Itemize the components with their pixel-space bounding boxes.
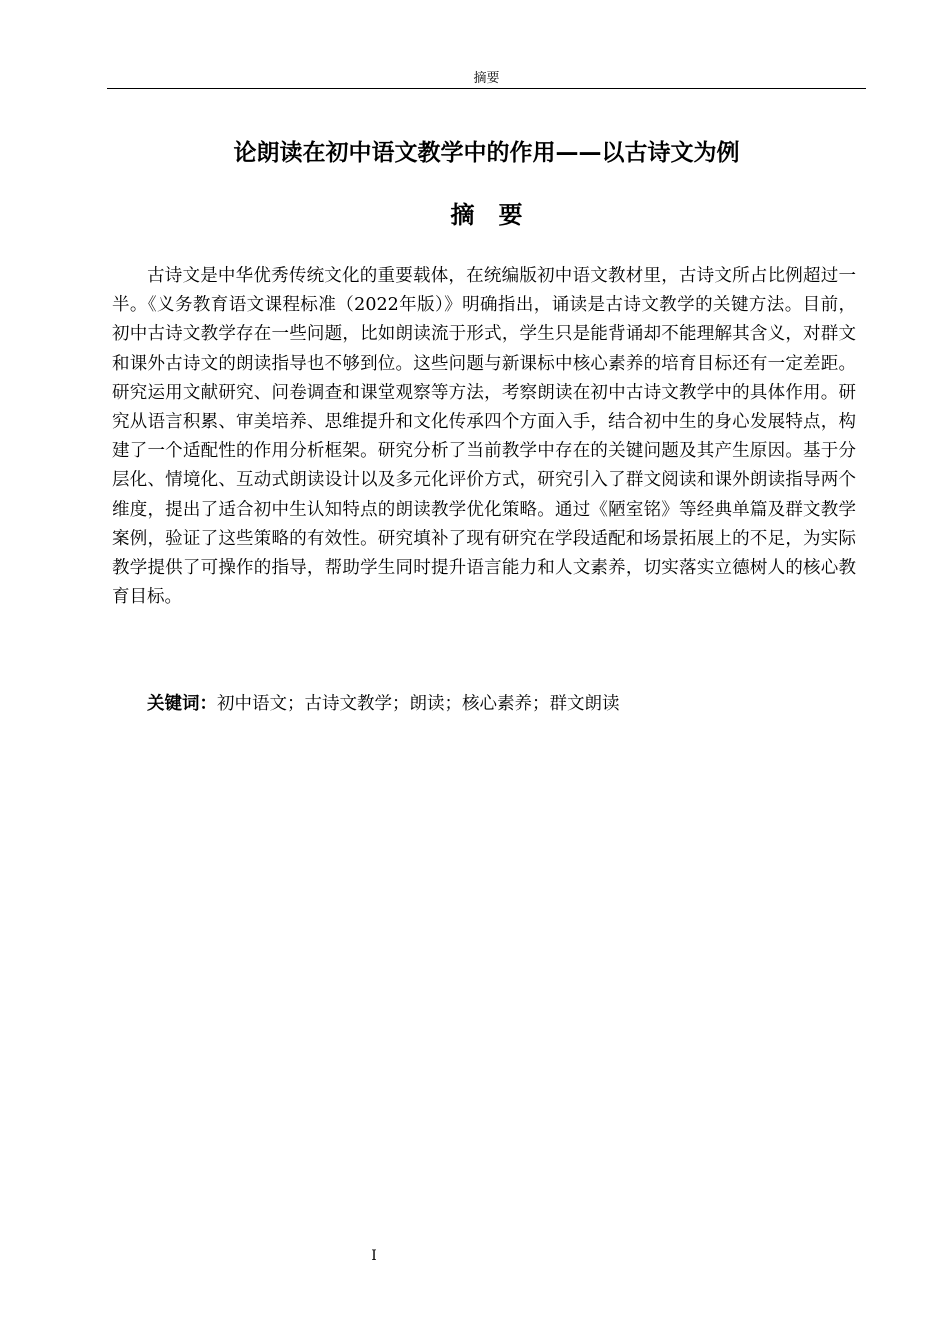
keywords-text: 初中语文；古诗文教学；朗读；核心素养；群文朗读 — [217, 694, 620, 714]
paper-title: 论朗读在初中语文教学中的作用——以古诗文为例 — [233, 140, 740, 166]
running-header-title: 摘要 — [473, 71, 500, 86]
running-header — [107, 69, 866, 89]
abstract-heading: 摘要 — [450, 201, 547, 229]
keywords — [147, 690, 856, 719]
keywords-label: 关键词： — [147, 694, 217, 714]
abstract-body: 古诗文是中华优秀传统文化的重要载体，在统编版初中语文教材里，古诗文所占比例超过一半。《义务教育语文课程标准（2022年版）》明确指出，诵读是古诗文教学的关键方法。目前，初中古诗文教学存在一些问题，比如朗读流于形式，学生只是能背诵却不能理解其含义，对群文和课外古诗文的朗读指导也不够到位。这些问题与新课标中核心素养的培育目标还有一定差距。研究运用文献研究、问卷调查和课堂观察等方法，考察朗读在初中古诗文教学中的具体作用。研究从语言积累、审美培养、思维提升和文化传承四个方面入手，结合初中生的身心发展特点，构建了一个适配性的作用分析框架。研究分析了当前教学中存在的关键问题及其产生原因。基于分层化、情境化、互动式朗读设计以及多元化评价方式，研究引入了群文阅读和课外朗读指导两个维度，提出了适合初中生认知特点的朗读教学优化策略。通过《陋室铭》等经典单篇及群文教学案例，验证了这些策略的有效性。研究填补了现有研究在学段适配和场景拓展上的不足，为实际教学提供了可操作的指导，帮助学生同时提升语言能力和人文素养，切实落实立德树人的核心教育目标。 — [112, 266, 856, 608]
page-number: I — [371, 1248, 377, 1264]
